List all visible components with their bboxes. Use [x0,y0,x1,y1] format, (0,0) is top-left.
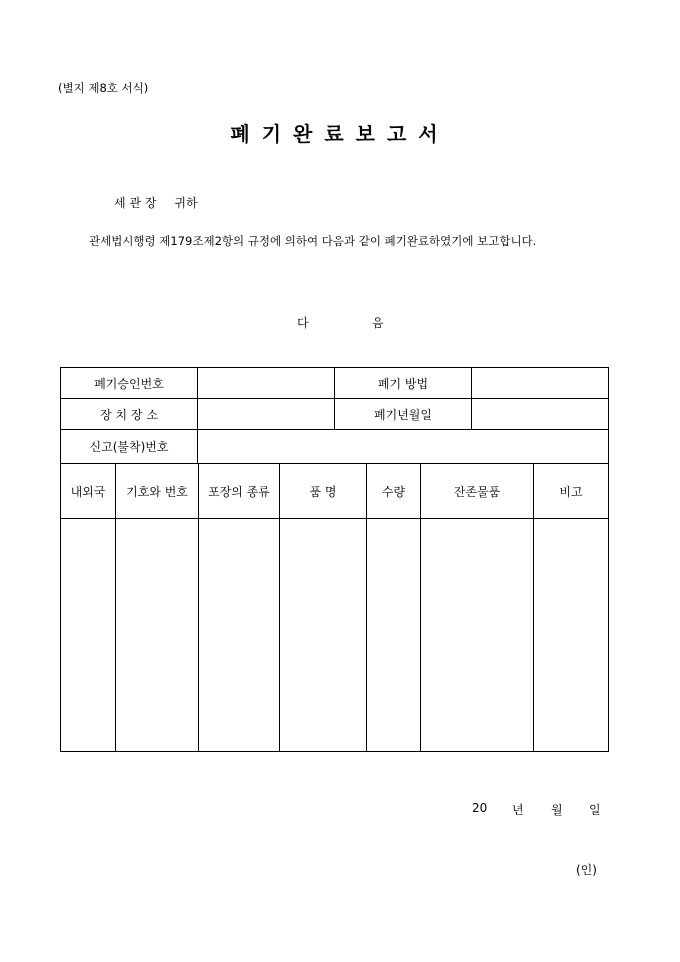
column-marks-numbers: 기호와 번호 [116,464,199,519]
declaration-number-label: 신고(불착)번호 [61,430,198,464]
cell-remaining-goods[interactable] [421,519,534,752]
column-package-type: 포장의 종류 [199,464,280,519]
date-day-unit: 일 [589,803,601,817]
cell-remarks[interactable] [534,519,609,752]
form-number: (별지 제8호 서식) [58,81,149,95]
approval-number-field[interactable] [198,368,335,399]
cell-marks-numbers[interactable] [116,519,199,752]
column-item-name: 품 명 [280,464,367,519]
cell-item-name[interactable] [280,519,367,752]
disposal-method-field[interactable] [472,368,609,399]
disposal-date-field[interactable] [472,399,609,430]
column-domestic-foreign: 내외국 [61,464,116,519]
recipient-label: 세 관 장 [114,196,157,210]
report-statement: 관세법시행령 제179조제2항의 규정에 의하여 다음과 같이 폐기완료하였기에 보고합니다. [89,234,537,248]
below-heading-right: 음 [372,316,384,330]
cell-package-type[interactable] [199,519,280,752]
below-heading-left: 다 [297,316,309,330]
declaration-number-field[interactable] [198,430,609,464]
date-month-unit: 월 [551,803,563,817]
date-year-prefix: 20 [472,801,488,815]
approval-number-label: 폐기승인번호 [61,368,198,399]
column-quantity: 수량 [367,464,421,519]
storage-location-field[interactable] [198,399,335,430]
recipient [114,194,198,211]
seal-mark: (인) [576,863,597,877]
column-remarks: 비고 [534,464,609,519]
date-year-unit: 년 [512,803,524,817]
document-title: 폐기완료보고서 [230,122,450,146]
disposal-date-label: 폐기년월일 [335,399,472,430]
disposed-items-table [60,463,609,752]
cell-domestic-foreign[interactable] [61,519,116,752]
cell-quantity[interactable] [367,519,421,752]
recipient-suffix: 귀하 [174,196,198,210]
storage-location-label: 장 치 장 소 [61,399,198,430]
column-remaining-goods: 잔존물품 [421,464,534,519]
disposal-info-table [60,367,609,464]
disposal-method-label: 폐기 방법 [335,368,472,399]
